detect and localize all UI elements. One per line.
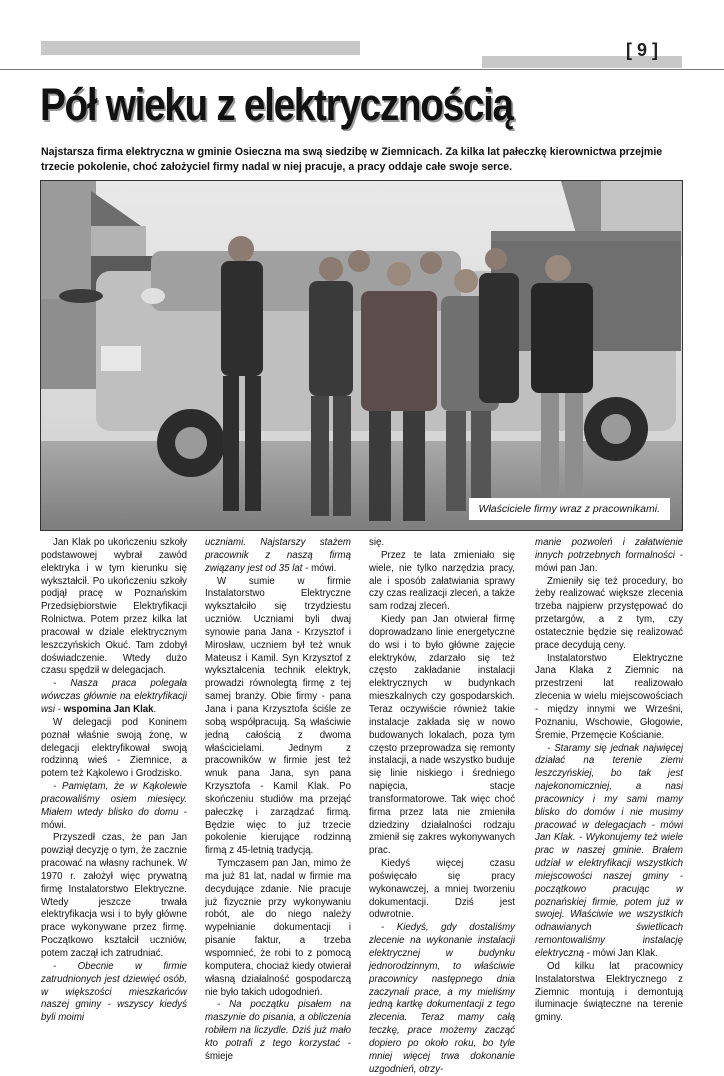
paragraph: Instalatorstwo Elektryczne Jana Klaka z Ziemnic na przestrzeni lat realizowało zlecenia w wielu miejscowościach - między innymi we Wrześni, Poznaniu, Wschowie, Głogowie, Śremie, Przemęcie Kościanie. [535, 652, 683, 741]
group-photo-illustration [41, 181, 682, 530]
paragraph: Kiedyś więcej czasu poświęcało się pracy wykonawczej, a mniej tworzeniu dokumentacji. Dziś jest odwrotnie. [369, 858, 515, 921]
paragraph-quote: - Na początku pisałem na maszynie do pisania, a obliczenia robiłem na liczydle. Dziś już mało kto potrafi z tego korzystać - śmieje [205, 999, 351, 1062]
article-lead: Najstarsza firma elektryczna w gminie Osieczna ma swą siedzibę w Ziemnicach. Za kilka lat pałeczkę kierownictwa przejmie trzecie pokolenie, choć założyciel firmy nadal w niej pracuje, a pracy oddaje całe swoje serce. [41, 146, 663, 173]
paragraph: Zmieniły się też procedury, bo żeby realizować większe zlecenia trzeba najpierw przystępować do przetargów, a z tym, czy ostatecznie będzie się realizować prace decydują ceny. [535, 575, 683, 651]
paragraph-quote: - Kiedyś, gdy dostaliśmy zlecenie na wykonanie instalacji elektrycznej w budynku jednorodzinnym, to właściwie pracownicy następnego dnia zaczynali prace, a my mieliśmy jedną kartkę dokumentacji z tego zlecenia. Teraz mamy całą teczkę, prace możemy zacząć dopiero po około roku, bo tyle mniej więcej trwa dokonanie uzgodnień, otrzy- [369, 922, 515, 1075]
paragraph: W delegacji pod Koninem poznał właśnie swoją żonę, w delegacji elektryfikował swoją rodzinną wieś - Ziemnice, a potem też Kąkolewo i Grodzisko. [41, 716, 187, 780]
paragraph: Tymczasem pan Jan, mimo że ma już 81 lat, nadal w firmie ma decydujące zdanie. Nie pracuje już fizycznie przy wykonywaniu robót, ale do niego należy wypełnianie dokumentacji i pisanie faktur, a trzeba wspomnieć, że robi to z pomocą komputera, chociaż kiedy otwierał własną działalność gospodarczą nie było takich udogodnień. [205, 858, 351, 998]
paragraph: Od kilku lat pracownicy Instalatorstwa Elektrycznego z Ziemnic montują i demontują iluminacje świąteczne na terenie gminy. [535, 960, 683, 1024]
paragraph-quote: uczniami. Najstarszy stażem pracownik z naszą firmą związany jest od 35 lat - mówi. [205, 537, 351, 574]
paragraph-quote: - Staramy się jednak najwięcej działać na terenie ziemi leszczyńskiej, bo tak jest najekonomiczniej, a nasi pracownicy i my sami mamy blisko do domów i nie musimy pracować w delegacjach - mówi Jan Klak. - Wykonujemy też wiele prac w naszej gminie. Brałem udział w elektryfikacji wszystkich miejscowości naszej gminy - początkowo pracując w poznańskiej firmie, potem już w swojej. Właściwie we wszystkich odnawianych świetlicach remontowaliśmy instalację elektryczną - mówi Jan Klak. [535, 742, 683, 959]
photo-caption: Właściciele firmy wraz z pracownikami. [469, 498, 670, 520]
page-number: [ 9 ] [626, 40, 659, 60]
paragraph-quote: - Pamiętam, że w Kąkolewie pracowaliśmy osiem miesięcy. Miałem wtedy blisko do domu - mówi. [41, 781, 187, 831]
paragraph-quote: - Obecnie w firmie zatrudnionych jest dziewięć osób, w większości mieszkańców naszej gminy - wszyscy kiedyś byli moimi [41, 960, 187, 1024]
text-column-2 [205, 537, 351, 1064]
text-column-4 [535, 537, 683, 1025]
header-rule [0, 69, 724, 70]
article-photo [40, 180, 683, 531]
text-column-3 [369, 537, 515, 1076]
paragraph: Przyszedł czas, że pan Jan powziął decyzję o tym, że zacznie pracować na własny rachunek. W 1970 r. założył więc prywatną firmę Instalatorstwo Elektryczne. Wtedy jeszcze trwała elektryfikacja wsi i to były główne prace wykonywane przez firmę. Początkowo kształcił uczniów, potem zaczął ich zatrudniać. [41, 832, 187, 959]
paragraph: Kiedy pan Jan otwierał firmę doprowadzano linie energetyczne do wsi i to było główne zajęcie elektryków, zdarzało się też często zakładanie instalacji elektrycznych w budynkach mieszkalnych czy gospodarskich. Teraz oczywiście również takie instalacje zakłada się w nowo budowanych lokalach, poza tym często przeprowadza się remonty instalacji, a nade wszystko buduje się linie niskiego i średniego napięcia, stacje transformatorowe. Tak więc choć firma przez lata nie zmieniła dziedziny działalności rodzaju zmienił się zakres wykonywanych prac. [369, 614, 515, 857]
header-bar-left [41, 41, 360, 55]
paragraph: W sumie w firmie Instalatorstwo Elektryczne wykształciło się trzydziestu uczniów. Uczniami byli dwaj synowie pana Jana - Krzysztof i Mirosław, uczniem był też wnuk Mateusz i Kamil. Syn Krzysztof z wykształcenia technik elektryk, prowadzi równolegtą firmę z tej samej branży. Obie firmy - pana Jana i pana Krzysztofa ściśle ze sobą współpracują. Są właściwie jedną całością z dwoma właścicielami. Jednym z pracowników w firmie jest też wnuk pana Jana, syn pana Krzysztofa - Kamil Klak. Po skończeniu studiów ma przejąć pałeczkę i zarządzać firmą. Będzie więc to już trzecie pokolenie kierujące rodzinną firmą z 45-letnią tradycją. [205, 575, 351, 857]
paragraph-quote: - Nasza praca polegała wówczas głównie na elektryfikacji wsi - wspomina Jan Klak. [41, 678, 187, 715]
text-column-1 [41, 537, 187, 1025]
paragraph: Przez te lata zmieniało się wiele, nie tylko narzędzia pracy, ale i sposób załatwiania sprawy czy czas realizacji zleceń, a także sam rodzaj zleceń. [369, 549, 515, 613]
paragraph: się. [369, 537, 385, 548]
paragraph-quote: manie pozwoleń i załatwienie innych potrzebnych formalności - mówi pan Jan. [535, 537, 683, 574]
paragraph: Jan Klak po ukończeniu szkoły podstawowej wybrał zawód elektryka i w tym kierunku się wykształcił. Po ukończeniu szkoły podjął pracę w Poznańskim Przedsiębiorstwie Elektryfikacji Rolnictwa. Potem przez kilka lat pracował w dziale elektrycznym leszczyńskich Okuć. Tam zdobył doświadczenie. Wtedy dużo czasu spędził w delegacjach. [41, 537, 187, 677]
article-title: Pół wieku z elektrycznością [40, 79, 513, 130]
